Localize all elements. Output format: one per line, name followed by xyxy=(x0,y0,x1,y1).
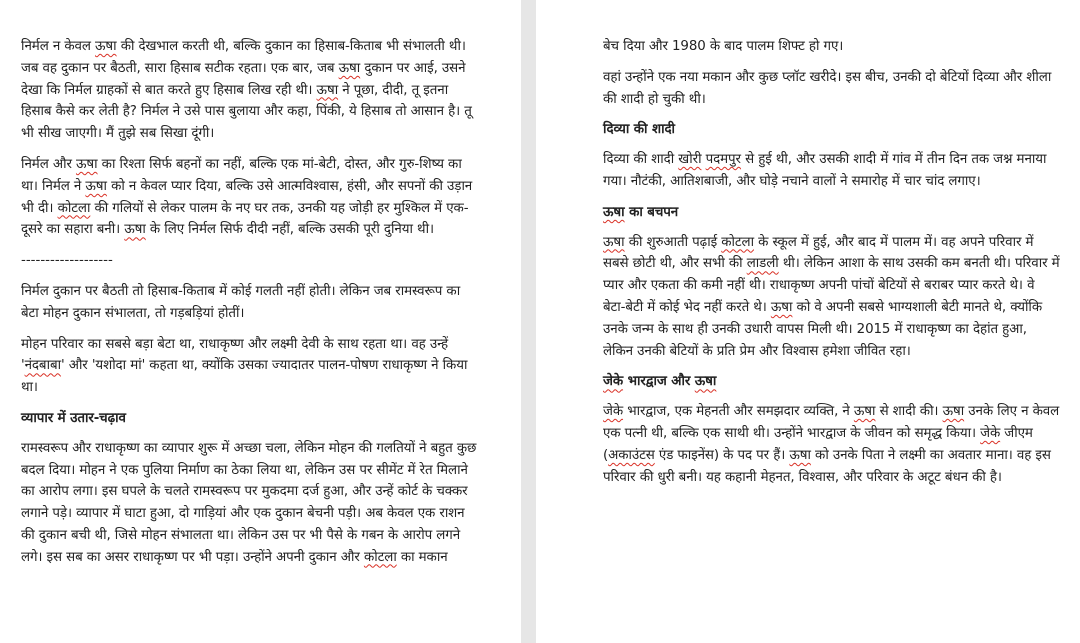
spellcheck-flagged-word[interactable]: ऊषा xyxy=(770,299,793,315)
spellcheck-flagged-word[interactable]: लाडली xyxy=(746,256,779,272)
paragraph xyxy=(21,36,481,145)
text-run: रामस्वरूप और राधाकृष्ण का व्यापार शुरू में अच्छा चला, लेकिन मोहन की गलतियों ने बहुत कुछ बदल दिया। मोहन ने एक पुलिया निर्माण का ठेका लिया था, लेकिन उस पर सीमेंट में रेत मिलाने का आरोप लगा। इस घपले के चलते रामस्वरूप पर मुकदमा दर्ज हुआ, और उन्हें कोर्ट के चक्कर लगाने पड़े। व्यापार में घाटा हुआ, दो गाड़ियां और एक दुकान बेचनी पड़ी। अब केवल एक राशन की दुकान बची थी, जिसे मोहन संभालता था। लेकिन उस पर भी पैसे के गबन के आरोप लगने लगे। इस सब का असर राधाकृष्ण पर भी पड़ा। उन्होंने अपनी दुकान और xyxy=(21,440,477,565)
text-run: एंड फाइनेंस) के पद पर हैं। xyxy=(654,447,790,463)
spellcheck-flagged-word[interactable]: ऊषा xyxy=(85,178,107,194)
text-run: भारद्वाज और xyxy=(623,374,695,390)
text-run: की गलियों से लेकर पालम के नए घर तक, उनकी यह जोड़ी हर मुश्किल में एक-दूसरे का सहारा बनी। xyxy=(21,200,469,238)
text-run: जीएम ( xyxy=(603,425,1033,463)
spellcheck-flagged-word[interactable]: जेके xyxy=(603,404,624,420)
text-run: की शुरुआती पढ़ाई xyxy=(624,234,722,250)
text-run: उनके लिए न केवल एक पत्नी थी, बल्कि एक साथी थी। उन्होंने भारद्वाज के जीवन को समृद्ध किया। xyxy=(603,404,1060,441)
text-run: ' और 'यशोदा मां' कहता था, क्योंकि उसका ज्यादातर पालन-पोषण राधाकृष्ण ने किया था। xyxy=(21,358,468,396)
text-run: दुकान पर आई, उसने देखा कि निर्मल ग्राहकों से बात करते हुए हिसाब लिख रही थी। xyxy=(21,60,466,98)
spellcheck-flagged-word[interactable]: ऊषा xyxy=(95,39,117,54)
paragraph xyxy=(21,154,481,241)
text-run: ने पूछा, दीदी, तू इतना हिसाब कैसे कर लेती है? निर्मल ने उसे पास बुलाया और कहा, पिंकी, ये हिसाब तो आसान है। तू भी सीख जाएगी। मैं तुझे सब सिखा दूंगी। xyxy=(21,82,472,142)
spellcheck-flagged-word[interactable]: जेके xyxy=(980,425,1001,441)
spellcheck-flagged-word[interactable]: कोटला xyxy=(721,234,754,250)
text-run: के स्कूल में हुई, और बाद में पालम में। वह अपने परिवार में सबसे छोटी थी, और सभी की xyxy=(603,234,1034,272)
spellcheck-flagged-word[interactable]: खोरी xyxy=(678,152,702,168)
text-run: बेच दिया और 1980 के बाद पालम शिफ्ट हो गए। xyxy=(603,39,844,54)
text-run: के लिए निर्मल सिर्फ दीदी नहीं, बल्कि उसकी पूरी दुनिया थी। xyxy=(145,222,434,238)
text-run: निर्मल न केवल xyxy=(21,39,95,54)
section-heading xyxy=(603,371,1060,393)
spellcheck-flagged-word[interactable]: नंदबाबा xyxy=(24,358,61,374)
spellcheck-flagged-word[interactable]: ऊषा xyxy=(942,404,965,420)
page-gutter xyxy=(521,0,536,643)
text-run: भारद्वाज, एक मेहनती और समझदार व्यक्ति, ने xyxy=(623,404,854,420)
spellcheck-flagged-word[interactable]: ऊषा xyxy=(853,404,876,420)
paragraph xyxy=(21,334,481,399)
text-run: से हुई थी, और उसकी शादी में गांव में तीन दिन तक जश्न मनाया गया। नौटंकी, आतिशबाजी, और घोड़े नचाने वालों ने समारोह में चार चांद लगाए। xyxy=(603,152,1047,189)
text-run: व्यापार में उतार-चढ़ाव xyxy=(21,410,126,426)
text-run: की देखभाल करती थी, बल्कि दुकान का हिसाब-किताब भी संभालती थी। जब वह दुकान पर बैठती, सारा हिसाब सटीक रहता। एक बार, जब xyxy=(21,39,466,76)
spellcheck-flagged-word[interactable]: पदमपुर xyxy=(705,152,741,168)
text-run: को वे अपनी सबसे भाग्यशाली बेटी मानते थे, क्योंकि उनके जन्म के साथ ही उनकी उधारी वापस मिली थी। 2015 में राधाकृष्ण का देहांत हुआ, लेकिन उनकी बेटियों के प्रति प्रेम और विश्वास हमेशा जीवित रहा। xyxy=(603,299,1043,359)
text-run: ------------------- xyxy=(21,253,113,269)
paragraph xyxy=(21,438,481,569)
text-run: को न केवल प्यार दिया, बल्कि उसे आत्मविश्वास, हंसी, और सपनों की उड़ान भी दी। xyxy=(21,178,473,216)
text-run: वहां उन्होंने एक नया मकान और कुछ प्लॉट खरीदे। इस बीच, उनकी दो बेटियों दिव्या और शीला की शादी हो चुकी थी। xyxy=(603,69,1052,107)
text-run: मोहन परिवार का सबसे बड़ा बेटा था, राधाकृष्ण और लक्ष्मी देवी के साथ रहता था। वह उन्हें ' xyxy=(21,336,448,374)
text-run: दिव्या की शादी xyxy=(603,122,675,138)
section-heading xyxy=(603,119,1060,141)
paragraph xyxy=(603,67,1060,111)
text-run: का रिश्ता सिर्फ बहनों का नहीं, बल्कि एक मां-बेटी, दोस्त, और गुरु-शिष्य का था। निर्मल ने xyxy=(21,156,462,194)
paragraph xyxy=(603,232,1060,363)
text-run: का बचपन xyxy=(624,204,679,220)
paragraph xyxy=(603,401,1060,488)
spellcheck-flagged-word[interactable]: ऊषा xyxy=(75,156,98,172)
spellcheck-flagged-word[interactable]: ऊषा xyxy=(603,234,625,250)
section-heading xyxy=(21,408,481,430)
spellcheck-flagged-word[interactable]: अकाउंटस xyxy=(608,447,655,463)
text-run: निर्मल और xyxy=(21,156,76,172)
text-run: थी। लेकिन आशा के साथ उसकी कम बनती थी। परिवार में प्यार और एकता की कमी नहीं थी। राधाकृष्ण अपनी पांचों बेटियों से बराबर प्यार करते थे। वे बेटा-बेटी में कोई भेद नहीं करते थे। xyxy=(603,256,1060,315)
paragraph xyxy=(603,149,1060,193)
spellcheck-flagged-word[interactable]: ऊषा xyxy=(789,447,811,463)
text-run: दिव्या की शादी xyxy=(603,152,679,168)
section-divider xyxy=(21,250,481,272)
text-run: का मकान xyxy=(396,549,448,565)
spellcheck-flagged-word[interactable]: ऊषा xyxy=(124,222,146,238)
text-run: निर्मल दुकान पर बैठती तो हिसाब-किताब में कोई गलती नहीं होती। लेकिन जब रामस्वरूप का बेटा मोहन दुकान संभालता, तो गड़बड़ियां होतीं। xyxy=(21,283,461,321)
paragraph xyxy=(21,281,481,325)
document-page-left[interactable] xyxy=(0,0,521,643)
spellcheck-flagged-word[interactable]: ऊषा xyxy=(694,374,717,390)
spellcheck-flagged-word[interactable]: जेके xyxy=(603,374,624,390)
text-run: से शादी की। xyxy=(875,404,943,420)
spellcheck-flagged-word[interactable]: कोटला xyxy=(57,200,91,216)
section-heading xyxy=(603,202,1060,224)
text-run: को उनके पिता ने लक्ष्मी का अवतार माना। वह इस परिवार की धुरी बनी। यह कहानी मेहनत, विश्वास, और परिवार के अटूट बंधन की है। xyxy=(603,447,1051,485)
spellcheck-flagged-word[interactable]: ऊषा xyxy=(316,82,339,98)
document-page-right[interactable] xyxy=(536,0,1080,643)
spellcheck-flagged-word[interactable]: कोटला xyxy=(363,549,397,565)
paragraph xyxy=(603,36,1060,58)
spellcheck-flagged-word[interactable]: ऊषा xyxy=(338,60,361,76)
spellcheck-flagged-word[interactable]: ऊषा xyxy=(603,204,625,220)
